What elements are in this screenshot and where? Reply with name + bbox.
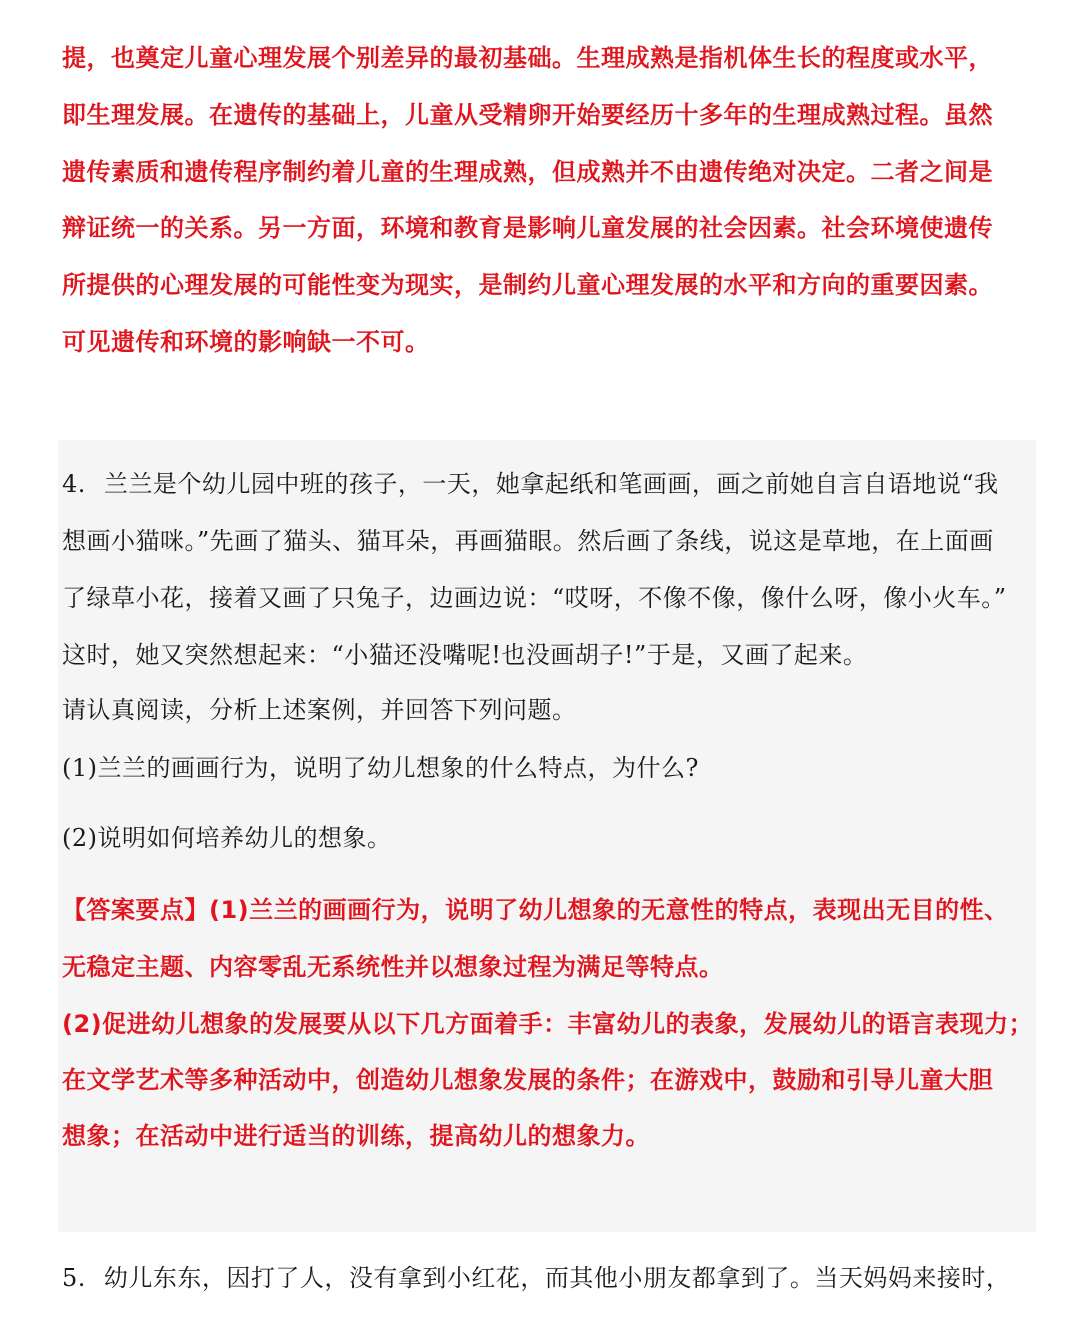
question-4-line: 这时，她又突然想起来：“小猫还没嘴呢!也没画胡子!”于是，又画了起来。 — [62, 641, 868, 669]
answer-line: 可见遗传和环境的影响缺一不可。 — [62, 328, 430, 356]
question-5-line — [62, 1262, 1010, 1294]
answer-key-line: 想象；在活动中进行适当的训练，提高幼儿的想象力。 — [62, 1122, 650, 1150]
sub-question-2: (2)说明如何培养幼儿的想象。 — [62, 824, 392, 852]
question-text: 兰兰是个幼儿园中班的孩子，一天，她拿起纸和笔画画，画之前她自言自语地说“我 — [103, 470, 999, 498]
answer-line: 辩证统一的关系。另一方面，环境和教育是影响儿童发展的社会因素。社会环境使遗传 — [62, 214, 993, 242]
sub-question-1: (1)兰兰的画画行为，说明了幼儿想象的什么特点，为什么? — [62, 754, 699, 782]
answer-key-line: 【答案要点】(1)兰兰的画画行为，说明了幼儿想象的无意性的特点，表现出无目的性、 — [62, 896, 1009, 924]
answer-line: 遗传素质和遗传程序制约着儿童的生理成熟，但成熟并不由遗传绝对决定。二者之间是 — [62, 158, 993, 186]
answer-line: 所提供的心理发展的可能性变为现实，是制约儿童心理发展的水平和方向的重要因素。 — [62, 271, 993, 299]
answer-key-line: 在文学艺术等多种活动中，创造幼儿想象发展的条件；在游戏中，鼓励和引导儿童大胆 — [62, 1066, 993, 1094]
question-prompt: 请认真阅读，分析上述案例，并回答下列问题。 — [62, 696, 577, 724]
question-number: 4. — [62, 470, 86, 498]
answer-line: 提，也奠定儿童心理发展个别差异的最初基础。生理成熟是指机体生长的程度或水平， — [62, 44, 993, 72]
answer-line: 即生理发展。在遗传的基础上，儿童从受精卵开始要经历十多年的生理成熟过程。虽然 — [62, 101, 993, 129]
question-text: 幼儿东东，因打了人，没有拿到小红花，而其他小朋友都拿到了。当天妈妈来接时， — [103, 1264, 1011, 1292]
question-4-line — [62, 468, 999, 500]
answer-key-line: (2)促进幼儿想象的发展要从以下几方面着手：丰富幼儿的表象，发展幼儿的语言表现力； — [62, 1010, 1034, 1038]
question-4-line: 想画小猫咪。”先画了猫头、猫耳朵，再画猫眼。然后画了条线，说这是草地，在上面画 — [62, 527, 994, 555]
question-number: 5. — [62, 1264, 86, 1292]
question-4-line: 了绿草小花，接着又画了只兔子，边画边说：“哎呀，不像不像，像什么呀，像小火车。” — [62, 584, 1007, 612]
answer-key-line: 无稳定主题、内容零乱无系统性并以想象过程为满足等特点。 — [62, 953, 724, 981]
